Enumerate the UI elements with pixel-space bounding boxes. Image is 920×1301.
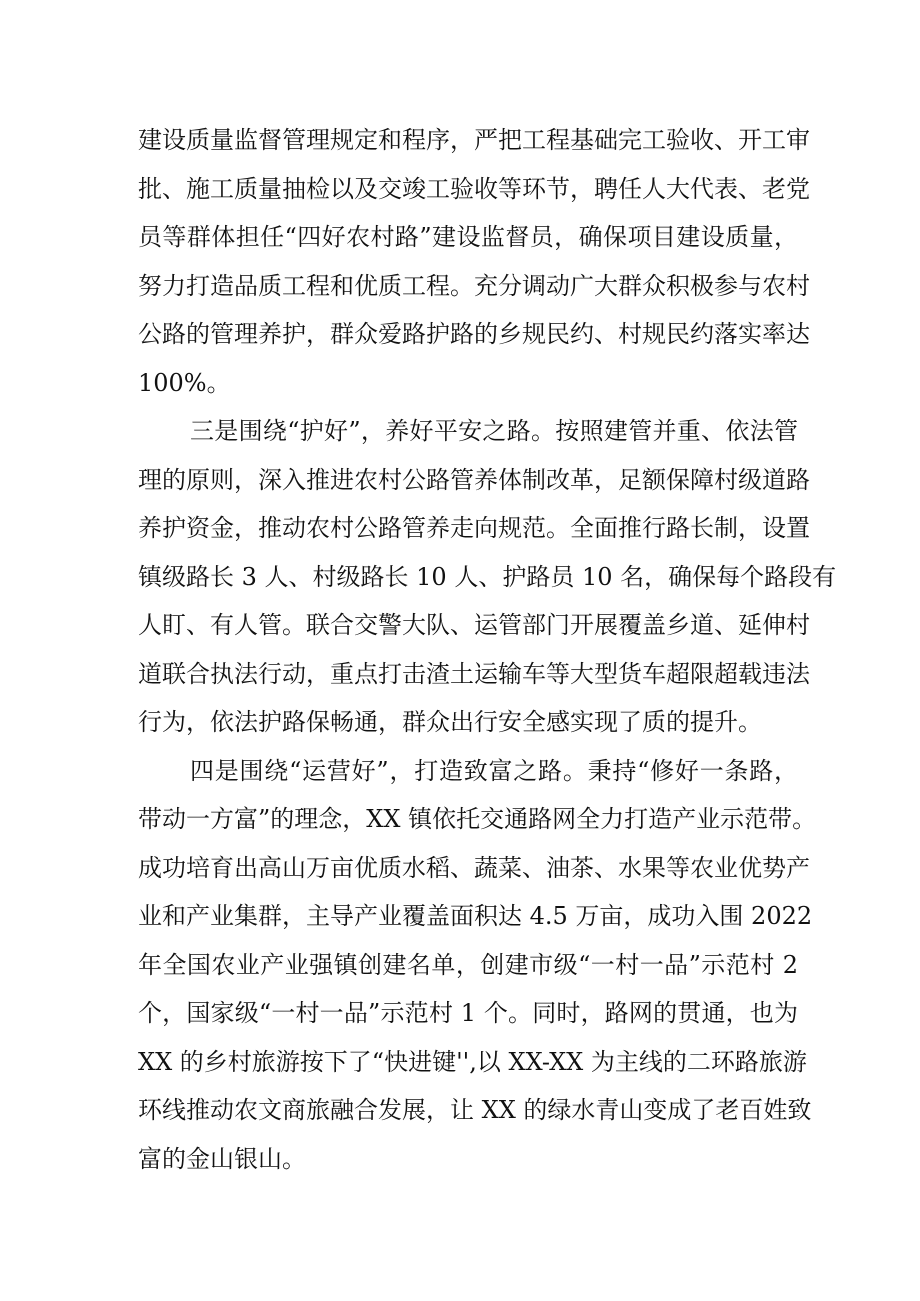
- text-line: 四是围绕“运营好”，打造致富之路。秉持“修好一条路，: [190, 756, 798, 785]
- text-line: 业和产业集群，主导产业覆盖面积达 4.5 万亩，成功入围 2022: [138, 902, 813, 930]
- text-line: 带动一方富”的理念，XX 镇依托交通路网全力打造产业示范带。: [138, 805, 817, 833]
- text-line: 行为，依法护路保畅通，群众出行安全感实现了质的提升。: [138, 708, 762, 736]
- text-line: 道联合执法行动，重点打击渣土运输车等大型货车超限超载违法: [138, 659, 810, 688]
- text-line: 批、施工质量抽检以及交竣工验收等环节，聘任人大代表、老党: [138, 174, 810, 203]
- text-line: 个，国家级“一村一品”示范村 1 个。同时，路网的贯通，也为: [138, 999, 798, 1027]
- text-line: 富的金山银山。: [138, 1144, 306, 1173]
- paragraph-quality-supervision: [138, 116, 810, 407]
- text-line: 100%。: [138, 368, 231, 397]
- paragraph-maintain-well: [138, 407, 837, 747]
- text-line: 理的原则，深入推进农村公路管养体制改革，足额保障村级道路: [138, 465, 810, 494]
- text-line: 三是围绕“护好”，养好平安之路。按照建管并重、依法管: [190, 417, 798, 445]
- text-line: 养护资金，推动农村公路管养走向规范。全面推行路长制，设置: [138, 514, 810, 542]
- text-line: 镇级路长 3 人、村级路长 10 人、护路员 10 名，确保每个路段有: [138, 562, 837, 591]
- text-line: 环线推动农文商旅融合发展，让 XX 的绿水青山变成了老百姓致: [138, 1096, 812, 1124]
- text-line: 建设质量监督管理规定和程序，严把工程基础完工验收、开工审: [138, 126, 810, 154]
- text-line: XX 的乡村旅游按下了“快进键'',以 XX-XX 为主线的二环路旅游: [138, 1047, 807, 1076]
- text-line: 公路的管理养护，群众爱路护路的乡规民约、村规民约落实率达: [138, 320, 810, 348]
- text-line: 努力打造品质工程和优质工程。充分调动广大群众积极参与农村: [138, 271, 810, 300]
- text-line: 员等群体担任“四好农村路”建设监督员，确保项目建设质量，: [138, 223, 798, 251]
- text-line: 人盯、有人管。联合交警大队、运管部门开展覆盖乡道、延伸村: [138, 611, 810, 639]
- document-body: [138, 116, 837, 1183]
- text-line: 成功培育出高山万亩优质水稻、蔬菜、油茶、水果等农业优势产: [138, 853, 810, 882]
- paragraph-operate-well: [138, 747, 817, 1184]
- text-line: 年全国农业产业强镇创建名单，创建市级“一村一品”示范村 2: [138, 950, 798, 979]
